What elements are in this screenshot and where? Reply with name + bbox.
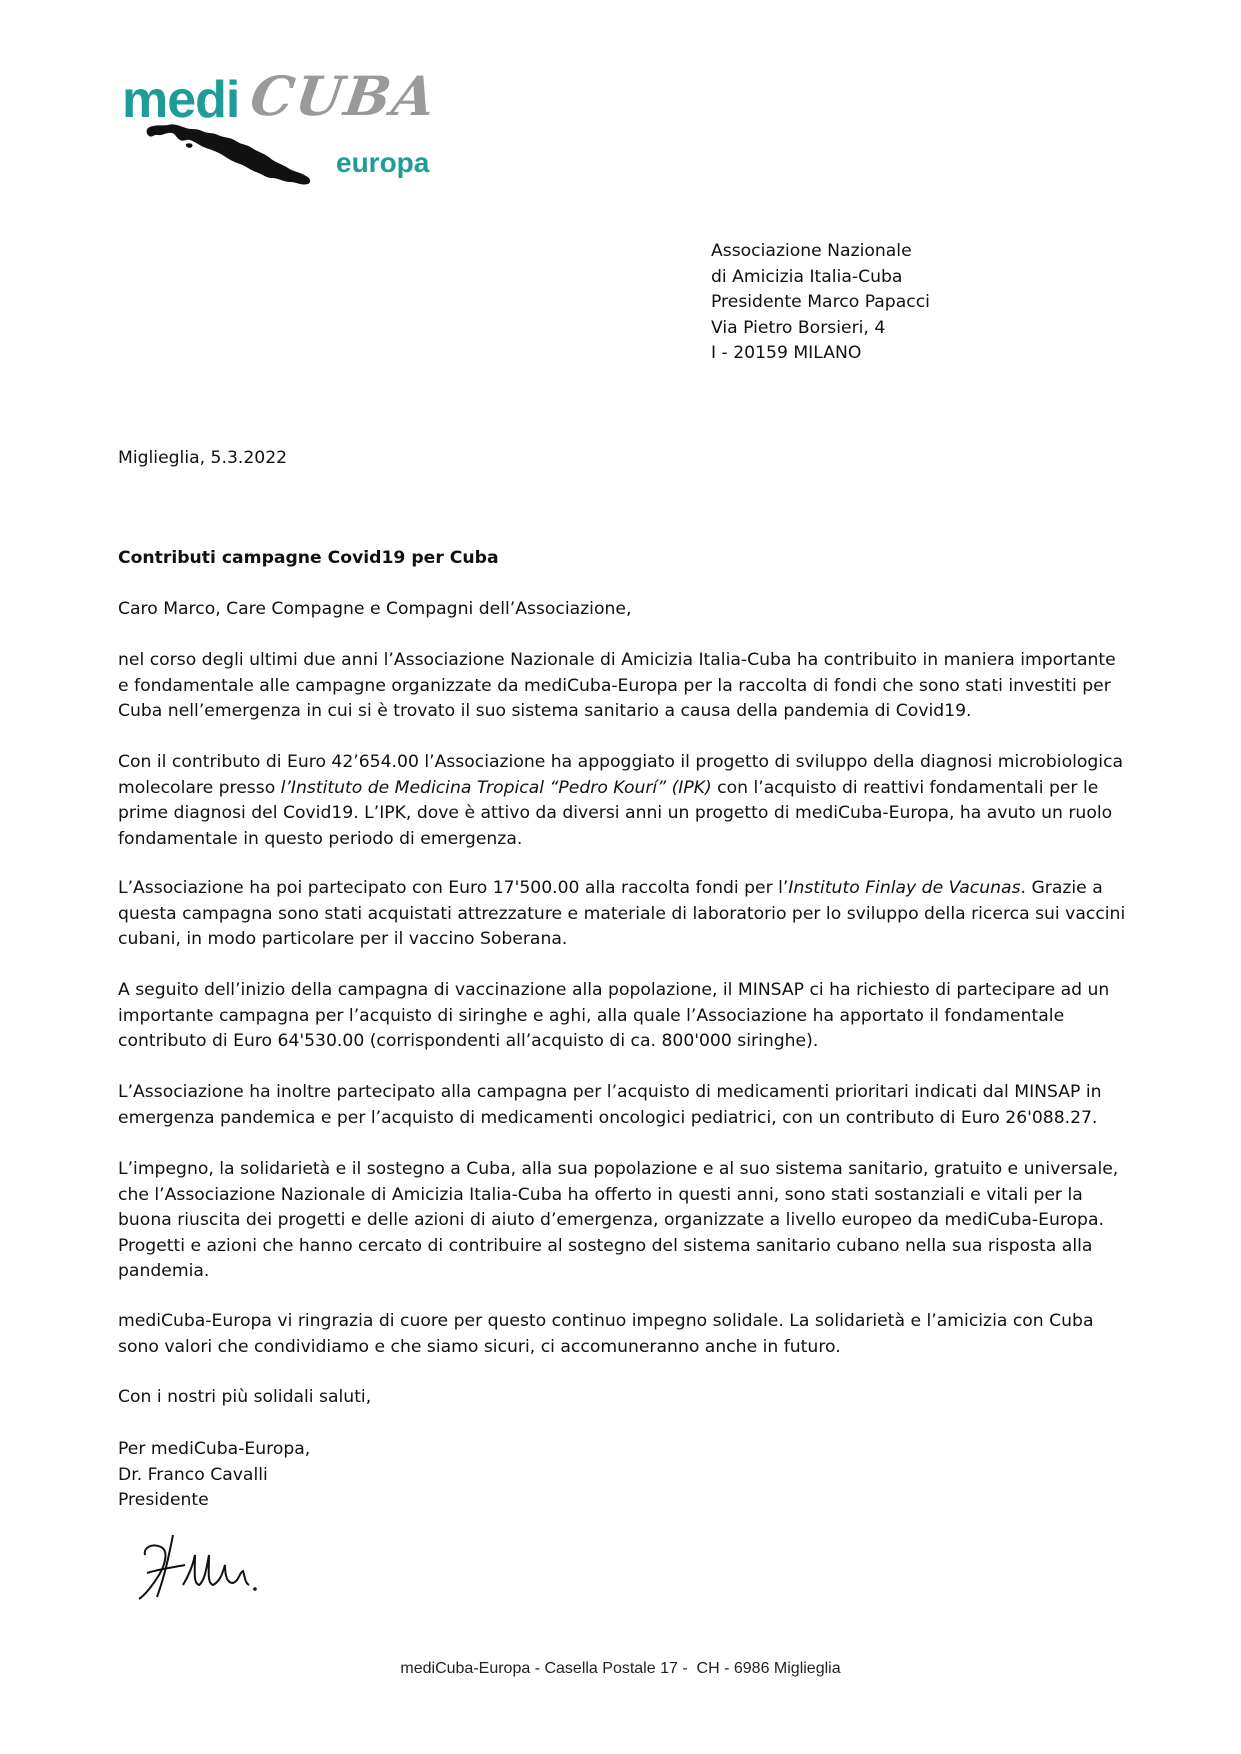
- recipient-line: Associazione Nazionale: [711, 241, 912, 261]
- salutation: Caro Marco, Care Compagne e Compagni dell’Associazione,: [118, 599, 632, 619]
- signatory-block: [118, 1437, 310, 1514]
- signatory-name: Dr. Franco Cavalli: [118, 1464, 268, 1485]
- logo-cuba-text: CUBA: [246, 64, 442, 128]
- recipient-address: [711, 239, 1131, 367]
- paragraph-text: . Grazie a questa campagna sono stati acquistati attrezzature e materiale di laboratorio per lo sviluppo della ricerca sui vaccini cubani, in modo particolare per il vaccino Soberana.: [118, 878, 1126, 949]
- recipient-line: di Amicizia Italia-Cuba: [711, 266, 903, 287]
- signatory-title: Presidente: [118, 1490, 209, 1510]
- letter-footer: mediCuba-Europa - Casella Postale 17 - CH - 6986 Miglieglia: [400, 1660, 841, 1677]
- handwritten-signature: [135, 1525, 275, 1605]
- institute-name: Instituto Finlay de Vacunas: [788, 878, 1021, 898]
- logo-medi-text: medi: [122, 71, 240, 129]
- paragraph: mediCuba-Europa vi ringrazia di cuore per questo continuo impegno solidale. La solidarietà e l’amicizia con Cuba sono valori che condividiamo e che siamo sicuri, ci accomuneranno anche in futuro.: [118, 1311, 1094, 1357]
- paragraph: L’Associazione ha inoltre partecipato alla campagna per l’acquisto di medicamenti prioritari indicati dal MINSAP in emergenza pandemica e per l’acquisto di medicamenti oncologici pediatrici, con un contributo di Euro 26'088.27.: [118, 1082, 1102, 1128]
- recipient-line: Presidente Marco Papacci: [711, 292, 930, 312]
- paragraph-text: con l’acquisto di reattivi fondamentali per le prime diagnosi del Covid19. L’IPK, dove è attivo da diversi anni un progetto di mediCuba-Europa, ha avuto un ruolo fondamentale in questo periodo di emergenza.: [118, 777, 1113, 849]
- letter-subject: Contributi campagne Covid19 per Cuba: [118, 548, 499, 568]
- paragraph-text: Con il contributo di Euro 42’654.00 l’Associazione ha appoggiato il progetto di sviluppo della diagnosi microbiologica molecolare presso: [118, 752, 1124, 798]
- medicuba-logo: [118, 64, 448, 198]
- closing-line: Con i nostri più solidali saluti,: [118, 1387, 372, 1407]
- paragraph: [118, 876, 1128, 953]
- cuba-island-icon: [146, 120, 326, 190]
- paragraph: nel corso degli ultimi due anni l’Associazione Nazionale di Amicizia Italia-Cuba ha contribuito in maniera importante e fondamentale alle campagne organizzate da mediCuba-Europa per la raccolta di fondi che sono stati investiti per Cuba nell’emergenza in cui si è trovato il suo sistema sanitario a causa della pandemia di Covid19.: [118, 650, 1116, 721]
- paragraph-text: L’Associazione ha poi partecipato con Euro 17'500.00 alla raccolta fondi per l’: [118, 878, 789, 898]
- recipient-line: Via Pietro Borsieri, 4: [711, 317, 886, 338]
- recipient-line: I - 20159 MILANO: [711, 343, 862, 363]
- paragraph: L’impegno, la solidarietà e il sostegno a Cuba, alla sua popolazione e al suo sistema sanitario, gratuito e universale, che l’Associazione Nazionale di Amicizia Italia-Cuba ha offerto in questi anni, sono stati sostanziali e vitali per la buona riuscita dei progetti e delle azioni di aiuto d’emergenza, organizzate a livello europeo da mediCuba-Europa. Progetti e azioni che hanno cercato di contribuire al sostegno del sistema sanitario cubano nella sua risposta alla pandemia.: [118, 1159, 1119, 1281]
- letter-date: Miglieglia, 5.3.2022: [118, 448, 288, 468]
- paragraph: A seguito dell’inizio della campagna di vaccinazione alla popolazione, il MINSAP ci ha richiesto di partecipare ad un importante campagna per l’acquisto di siringhe e aghi, alla quale l’Associazione ha apportato il fondamentale contributo di Euro 64'530.00 (corrispondenti all’acquisto di ca. 800'000 siringhe).: [118, 980, 1110, 1051]
- institute-name: l’Instituto de Medicina Tropical “Pedro Kourí” (IPK): [280, 777, 712, 798]
- paragraph: [118, 750, 1128, 852]
- signatory-line: Per mediCuba-Europa,: [118, 1439, 311, 1459]
- logo-europa-text: europa: [336, 147, 430, 178]
